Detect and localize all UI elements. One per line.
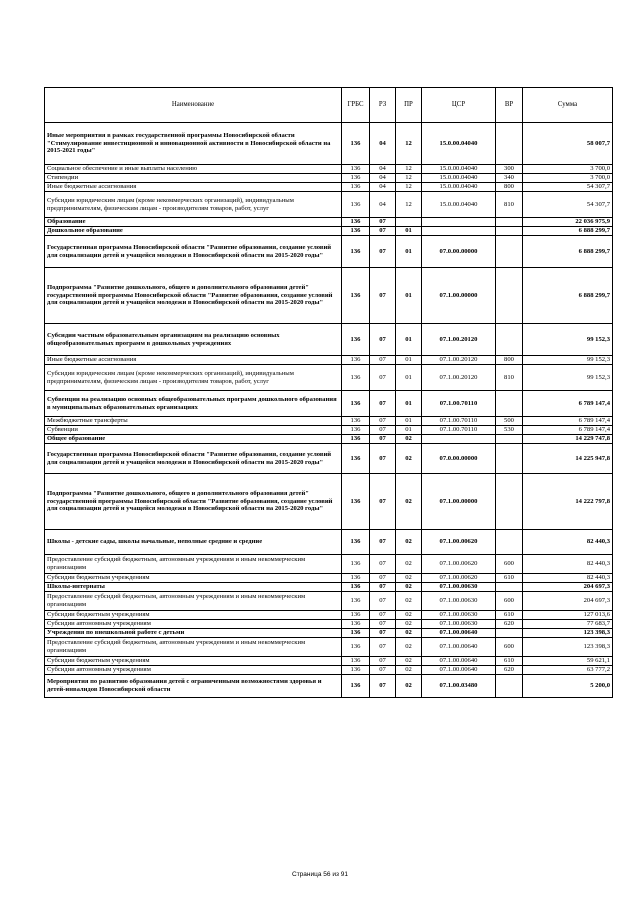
cell-rz: 07 <box>370 629 396 638</box>
cell-vr: 810 <box>496 365 523 391</box>
cell-vr <box>496 583 523 592</box>
cell-vr: 600 <box>496 592 523 611</box>
cell-rz: 07 <box>370 657 396 666</box>
cell-grbs: 136 <box>342 324 370 356</box>
cell-csr: 07.1.00.00620 <box>422 555 496 574</box>
cell-vr <box>496 227 523 236</box>
table-row <box>45 657 613 666</box>
cell-vr: 620 <box>496 620 523 629</box>
cell-grbs: 136 <box>342 592 370 611</box>
cell-sum: 14 222 797,8 <box>523 474 613 530</box>
cell-csr: 07.1.00.70110 <box>422 391 496 417</box>
cell-vr: 620 <box>496 666 523 675</box>
cell-csr: 07.1.00.70110 <box>422 417 496 426</box>
cell-grbs: 136 <box>342 365 370 391</box>
cell-pr: 12 <box>396 183 422 192</box>
cell-name: Государственная программа Новосибирской области "Развитие образования, создание условий для социализации детей и учащейся молодежи в Новосибирской области на 2015-2020 годы" <box>45 444 342 474</box>
table-row <box>45 583 613 592</box>
cell-sum: 99 152,3 <box>523 324 613 356</box>
cell-rz: 04 <box>370 192 396 218</box>
cell-sum: 14 229 747,8 <box>523 435 613 444</box>
cell-name: Межбюджетные трансферты <box>45 417 342 426</box>
cell-pr: 02 <box>396 574 422 583</box>
table-row <box>45 123 613 165</box>
cell-pr: 02 <box>396 592 422 611</box>
table-row <box>45 174 613 183</box>
cell-vr: 610 <box>496 657 523 666</box>
cell-name: Субвенции <box>45 426 342 435</box>
cell-sum: 6 789 147,4 <box>523 417 613 426</box>
cell-vr: 530 <box>496 426 523 435</box>
cell-sum: 99 152,3 <box>523 365 613 391</box>
cell-vr: 610 <box>496 611 523 620</box>
cell-sum: 204 697,3 <box>523 592 613 611</box>
cell-name: Субсидии бюджетным учреждениям <box>45 657 342 666</box>
cell-name: Общее образование <box>45 435 342 444</box>
cell-name: Иные бюджетные ассигнования <box>45 356 342 365</box>
cell-rz: 07 <box>370 236 396 268</box>
cell-pr: 02 <box>396 666 422 675</box>
cell-csr: 15.0.00.04040 <box>422 192 496 218</box>
table-row <box>45 611 613 620</box>
table-row <box>45 417 613 426</box>
cell-pr: 02 <box>396 435 422 444</box>
cell-grbs: 136 <box>342 174 370 183</box>
cell-grbs: 136 <box>342 356 370 365</box>
cell-name: Подпрограмма "Развитие дошкольного, общего и дополнительного образования детей" государственной программы Новосибирской области "Развитие образования, создание условий для социализации детей и учащейся молодежи в Новосибирской области на 2015-2020 годы" <box>45 268 342 324</box>
cell-rz: 07 <box>370 474 396 530</box>
cell-sum: 54 307,7 <box>523 183 613 192</box>
cell-vr: 600 <box>496 555 523 574</box>
cell-grbs: 136 <box>342 657 370 666</box>
cell-pr: 01 <box>396 324 422 356</box>
cell-sum: 63 777,2 <box>523 666 613 675</box>
cell-rz: 07 <box>370 227 396 236</box>
cell-grbs: 136 <box>342 123 370 165</box>
cell-rz: 07 <box>370 268 396 324</box>
header-vr: ВР <box>496 88 523 123</box>
cell-name: Подпрограмма "Развитие дошкольного, общего и дополнительного образования детей" государственной программы Новосибирской области "Развитие образования, создание условий для социализации детей и учащейся молодежи в Новосибирской области на 2015-2020 годы" <box>45 474 342 530</box>
cell-vr <box>496 474 523 530</box>
header-row <box>45 88 613 123</box>
table-row <box>45 675 613 698</box>
cell-csr: 07.1.00.00640 <box>422 638 496 657</box>
cell-sum: 5 200,0 <box>523 675 613 698</box>
cell-csr: 07.1.00.20120 <box>422 356 496 365</box>
cell-rz: 07 <box>370 555 396 574</box>
cell-sum: 123 398,3 <box>523 629 613 638</box>
cell-sum: 3 700,0 <box>523 174 613 183</box>
cell-sum: 77 683,7 <box>523 620 613 629</box>
table-row <box>45 356 613 365</box>
cell-pr: 12 <box>396 192 422 218</box>
cell-sum: 82 440,3 <box>523 574 613 583</box>
cell-csr: 07.1.00.00630 <box>422 592 496 611</box>
table-row <box>45 192 613 218</box>
table-row <box>45 365 613 391</box>
cell-sum: 6 888 299,7 <box>523 227 613 236</box>
table-row <box>45 165 613 174</box>
table-row <box>45 620 613 629</box>
cell-name: Учреждения по внешкольной работе с детьми <box>45 629 342 638</box>
cell-sum: 22 036 975,9 <box>523 218 613 227</box>
header-name: Наименование <box>45 88 342 123</box>
cell-pr: 01 <box>396 426 422 435</box>
cell-vr: 610 <box>496 574 523 583</box>
cell-csr: 15.0.00.04040 <box>422 165 496 174</box>
table-row <box>45 530 613 555</box>
cell-sum: 6 888 299,7 <box>523 236 613 268</box>
cell-vr <box>496 268 523 324</box>
cell-vr <box>496 236 523 268</box>
cell-grbs: 136 <box>342 426 370 435</box>
table-row <box>45 236 613 268</box>
cell-sum: 3 700,0 <box>523 165 613 174</box>
cell-rz: 07 <box>370 365 396 391</box>
cell-rz: 04 <box>370 165 396 174</box>
cell-name: Школы - детские сады, школы начальные, неполные средние и средние <box>45 530 342 555</box>
table-row <box>45 574 613 583</box>
table-row <box>45 666 613 675</box>
page-number: Страница 56 из 91 <box>292 871 348 878</box>
cell-pr: 01 <box>396 236 422 268</box>
cell-name: Субсидии автономным учреждениям <box>45 620 342 629</box>
cell-rz: 07 <box>370 391 396 417</box>
cell-sum: 14 225 947,8 <box>523 444 613 474</box>
table-row <box>45 391 613 417</box>
cell-pr: 12 <box>396 123 422 165</box>
table-row <box>45 218 613 227</box>
cell-vr <box>496 629 523 638</box>
cell-name: Мероприятия по развитию образования детей с ограниченными возможностями здоровья и детей-инвалидов Новосибирской области <box>45 675 342 698</box>
cell-sum: 54 307,7 <box>523 192 613 218</box>
cell-vr: 810 <box>496 192 523 218</box>
cell-pr: 02 <box>396 675 422 698</box>
cell-grbs: 136 <box>342 268 370 324</box>
table-row <box>45 227 613 236</box>
cell-pr <box>396 218 422 227</box>
cell-csr: 07.1.00.20120 <box>422 365 496 391</box>
cell-csr: 15.0.00.04040 <box>422 174 496 183</box>
cell-pr: 02 <box>396 638 422 657</box>
cell-vr: 800 <box>496 183 523 192</box>
table-row <box>45 268 613 324</box>
cell-sum: 82 440,3 <box>523 530 613 555</box>
cell-name: Стипендии <box>45 174 342 183</box>
cell-pr: 02 <box>396 474 422 530</box>
cell-name: Субсидии частным образовательным организациям на реализацию основных общеобразовательных программ в дошкольных учреждениях <box>45 324 342 356</box>
cell-pr: 02 <box>396 611 422 620</box>
cell-rz: 07 <box>370 218 396 227</box>
cell-pr: 12 <box>396 165 422 174</box>
header-grbs: ГРБС <box>342 88 370 123</box>
cell-grbs: 136 <box>342 183 370 192</box>
cell-rz: 07 <box>370 592 396 611</box>
cell-name: Предоставление субсидий бюджетным, автономным учреждениям и иным некоммерческим организациям <box>45 555 342 574</box>
cell-rz: 07 <box>370 444 396 474</box>
cell-sum: 123 398,3 <box>523 638 613 657</box>
budget-table <box>44 87 613 698</box>
cell-pr: 02 <box>396 583 422 592</box>
table-row <box>45 444 613 474</box>
cell-rz: 07 <box>370 324 396 356</box>
cell-csr: 07.1.00.00630 <box>422 583 496 592</box>
cell-name: Школы-интернаты <box>45 583 342 592</box>
cell-vr: 300 <box>496 165 523 174</box>
cell-rz: 07 <box>370 675 396 698</box>
cell-name: Государственная программа Новосибирской области "Развитие образования, создание условий для социализации детей и учащейся молодежи в Новосибирской области на 2015-2020 годы" <box>45 236 342 268</box>
cell-pr: 02 <box>396 629 422 638</box>
cell-vr <box>496 530 523 555</box>
cell-grbs: 136 <box>342 530 370 555</box>
cell-name: Иные бюджетные ассигнования <box>45 183 342 192</box>
cell-vr <box>496 444 523 474</box>
cell-vr <box>496 123 523 165</box>
cell-csr: 07.1.00.70110 <box>422 426 496 435</box>
cell-rz: 07 <box>370 417 396 426</box>
cell-grbs: 136 <box>342 435 370 444</box>
cell-csr: 07.1.00.00630 <box>422 611 496 620</box>
cell-grbs: 136 <box>342 391 370 417</box>
cell-grbs: 136 <box>342 555 370 574</box>
header-sum: Сумма <box>523 88 613 123</box>
cell-vr <box>496 675 523 698</box>
cell-rz: 07 <box>370 530 396 555</box>
cell-pr: 01 <box>396 227 422 236</box>
cell-name: Образование <box>45 218 342 227</box>
cell-sum: 82 440,3 <box>523 555 613 574</box>
cell-vr: 600 <box>496 638 523 657</box>
cell-csr: 07.1.00.00000 <box>422 268 496 324</box>
header-rz: РЗ <box>370 88 396 123</box>
cell-pr: 01 <box>396 365 422 391</box>
table-row <box>45 324 613 356</box>
cell-csr <box>422 227 496 236</box>
cell-csr: 07.1.00.00630 <box>422 620 496 629</box>
cell-grbs: 136 <box>342 474 370 530</box>
cell-vr <box>496 218 523 227</box>
table-row <box>45 555 613 574</box>
cell-grbs: 136 <box>342 638 370 657</box>
cell-name: Социальное обеспечение и иные выплаты населению <box>45 165 342 174</box>
table-body <box>45 123 613 698</box>
cell-pr: 01 <box>396 356 422 365</box>
cell-csr: 07.1.00.00640 <box>422 666 496 675</box>
cell-rz: 07 <box>370 426 396 435</box>
cell-vr: 340 <box>496 174 523 183</box>
cell-rz: 07 <box>370 583 396 592</box>
cell-csr <box>422 435 496 444</box>
cell-csr: 15.0.00.04040 <box>422 123 496 165</box>
cell-name: Иные мероприятия в рамках государственной программы Новосибирской области "Стимулирование инвестиционной и инновационной активности в Новосибирской области на 2015-2021 годы" <box>45 123 342 165</box>
cell-sum: 6 789 147,4 <box>523 426 613 435</box>
cell-grbs: 136 <box>342 666 370 675</box>
cell-pr: 01 <box>396 268 422 324</box>
cell-grbs: 136 <box>342 236 370 268</box>
table-row <box>45 435 613 444</box>
table-row <box>45 474 613 530</box>
cell-rz: 04 <box>370 183 396 192</box>
cell-csr: 15.0.00.04040 <box>422 183 496 192</box>
cell-grbs: 136 <box>342 227 370 236</box>
cell-rz: 07 <box>370 638 396 657</box>
cell-name: Субсидии бюджетным учреждениям <box>45 574 342 583</box>
cell-pr: 02 <box>396 530 422 555</box>
cell-grbs: 136 <box>342 675 370 698</box>
cell-pr: 02 <box>396 555 422 574</box>
cell-csr: 07.1.00.00640 <box>422 629 496 638</box>
cell-grbs: 136 <box>342 444 370 474</box>
cell-sum: 204 697,3 <box>523 583 613 592</box>
cell-pr: 02 <box>396 657 422 666</box>
cell-sum: 99 152,3 <box>523 356 613 365</box>
cell-vr <box>496 435 523 444</box>
cell-sum: 59 621,1 <box>523 657 613 666</box>
cell-csr: 07.1.00.20120 <box>422 324 496 356</box>
cell-grbs: 136 <box>342 218 370 227</box>
cell-sum: 58 007,7 <box>523 123 613 165</box>
cell-grbs: 136 <box>342 583 370 592</box>
cell-sum: 6 888 299,7 <box>523 268 613 324</box>
table-row <box>45 592 613 611</box>
cell-grbs: 136 <box>342 574 370 583</box>
cell-grbs: 136 <box>342 611 370 620</box>
cell-csr: 07.1.00.00620 <box>422 530 496 555</box>
cell-csr <box>422 218 496 227</box>
cell-grbs: 136 <box>342 417 370 426</box>
cell-grbs: 136 <box>342 192 370 218</box>
cell-vr: 800 <box>496 356 523 365</box>
cell-csr: 07.0.00.00000 <box>422 236 496 268</box>
header-pr: ПР <box>396 88 422 123</box>
cell-rz: 04 <box>370 123 396 165</box>
cell-name: Дошкольное образование <box>45 227 342 236</box>
cell-rz: 07 <box>370 574 396 583</box>
cell-name: Субсидии автономным учреждениям <box>45 666 342 675</box>
cell-rz: 04 <box>370 174 396 183</box>
cell-sum: 6 789 147,4 <box>523 391 613 417</box>
cell-name: Субсидии юридическим лицам (кроме некоммерческих организаций), индивидуальным предпринимателям, физическим лицам - производителям товаров, работ, услуг <box>45 192 342 218</box>
cell-csr: 07.1.00.03480 <box>422 675 496 698</box>
cell-rz: 07 <box>370 611 396 620</box>
header-csr: ЦСР <box>422 88 496 123</box>
cell-vr <box>496 391 523 417</box>
cell-pr: 01 <box>396 391 422 417</box>
cell-sum: 127 013,6 <box>523 611 613 620</box>
cell-pr: 02 <box>396 444 422 474</box>
cell-grbs: 136 <box>342 629 370 638</box>
cell-grbs: 136 <box>342 165 370 174</box>
cell-vr <box>496 324 523 356</box>
cell-rz: 07 <box>370 666 396 675</box>
table-row <box>45 638 613 657</box>
cell-name: Субсидии юридическим лицам (кроме некоммерческих организаций), индивидуальным предпринимателям, физическим лицам - производителям товаров, работ, услуг <box>45 365 342 391</box>
cell-pr: 02 <box>396 620 422 629</box>
cell-name: Предоставление субсидий бюджетным, автономным учреждениям и иным некоммерческим организациям <box>45 638 342 657</box>
cell-csr: 07.1.00.00620 <box>422 574 496 583</box>
cell-name: Субсидии бюджетным учреждениям <box>45 611 342 620</box>
cell-rz: 07 <box>370 435 396 444</box>
cell-rz: 07 <box>370 620 396 629</box>
cell-pr: 01 <box>396 417 422 426</box>
cell-csr: 07.1.00.00640 <box>422 657 496 666</box>
cell-name: Предоставление субсидий бюджетным, автономным учреждениям и иным некоммерческим организациям <box>45 592 342 611</box>
cell-name: Субвенции на реализацию основных общеобразовательных программ дошкольного образования в муниципальных образовательных организациях <box>45 391 342 417</box>
cell-rz: 07 <box>370 356 396 365</box>
cell-csr: 07.0.00.00000 <box>422 444 496 474</box>
cell-vr: 500 <box>496 417 523 426</box>
table-row <box>45 426 613 435</box>
table-row <box>45 629 613 638</box>
cell-csr: 07.1.00.00000 <box>422 474 496 530</box>
cell-grbs: 136 <box>342 620 370 629</box>
cell-pr: 12 <box>396 174 422 183</box>
table-row <box>45 183 613 192</box>
